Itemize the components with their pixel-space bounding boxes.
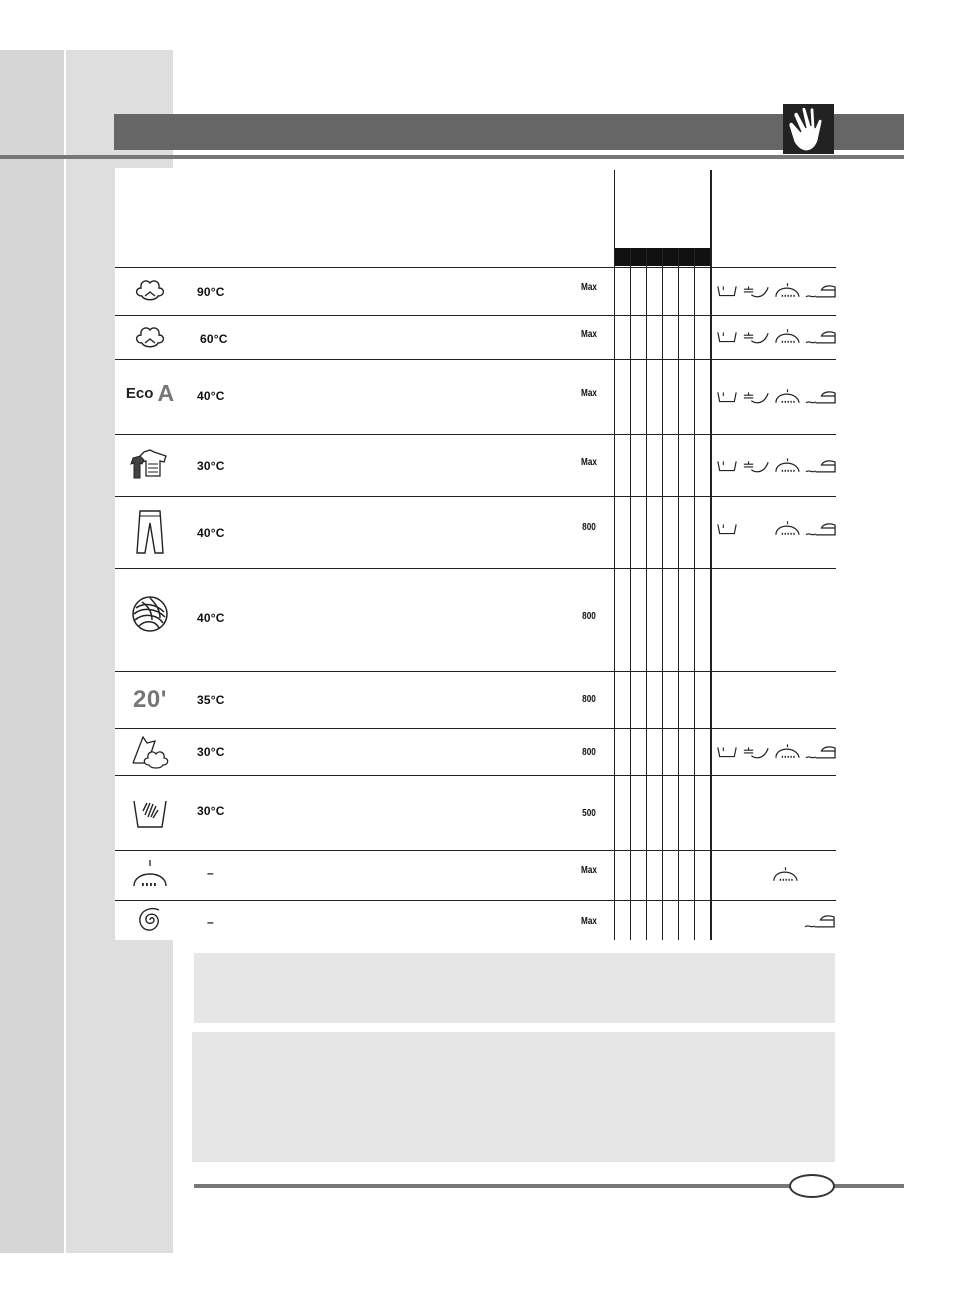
hand-wash-icon — [118, 793, 182, 833]
row-divider — [115, 267, 836, 268]
program-spin-speed: 800 — [582, 747, 596, 758]
eco-a-icon — [118, 376, 182, 410]
program-temperature: 60°C — [200, 332, 228, 346]
eco-letter: A — [157, 379, 175, 406]
page-number-oval — [789, 1174, 835, 1198]
header-rule — [0, 155, 904, 159]
program-temperature: – — [207, 915, 214, 929]
program-temperature: – — [207, 866, 214, 880]
row-divider — [115, 671, 836, 672]
table-divider — [678, 248, 679, 940]
program-temperature: 35°C — [197, 693, 225, 707]
delicate-cotton-icon — [118, 732, 182, 772]
table-divider — [646, 248, 647, 940]
program-spin-speed: 800 — [582, 611, 596, 622]
program-spin-speed: Max — [581, 388, 597, 399]
care-symbols — [772, 866, 802, 882]
spin-spiral-icon — [118, 903, 182, 937]
row-divider — [115, 775, 836, 776]
hand-icon — [783, 104, 834, 154]
eco-label: Eco — [125, 384, 154, 402]
program-temperature: 30°C — [197, 804, 225, 818]
note-panel — [192, 1032, 835, 1162]
table-divider — [662, 248, 663, 940]
row-divider — [115, 359, 836, 360]
row-divider — [115, 850, 836, 851]
cotton-icon — [118, 272, 182, 308]
care-symbols — [716, 388, 838, 404]
row-divider — [115, 568, 836, 569]
program-spin-speed: Max — [581, 282, 597, 293]
program-spin-speed: 800 — [582, 522, 596, 533]
program-spin-speed: Max — [581, 865, 597, 876]
quick-20-icon — [118, 684, 182, 716]
row-divider — [115, 315, 836, 316]
care-symbols — [716, 520, 838, 536]
row-divider — [115, 434, 836, 435]
program-temperature: 30°C — [197, 459, 225, 473]
program-temperature: 30°C — [197, 745, 225, 759]
left-margin-strip — [0, 50, 64, 1253]
note-panel — [194, 953, 835, 1023]
shower-dry-icon — [118, 855, 182, 895]
jeans-icon — [118, 508, 182, 556]
program-spin-speed: Max — [581, 329, 597, 340]
table-divider — [630, 248, 631, 940]
program-spin-speed: 800 — [582, 694, 596, 705]
care-symbols — [716, 457, 838, 473]
row-divider — [115, 728, 836, 729]
table-divider — [710, 170, 712, 940]
program-temperature: 40°C — [197, 526, 225, 540]
care-symbols — [803, 912, 837, 928]
row-divider — [115, 900, 836, 901]
row-divider — [115, 496, 836, 497]
program-spin-speed: Max — [581, 457, 597, 468]
table-divider — [694, 248, 695, 940]
program-spin-speed: Max — [581, 916, 597, 927]
care-symbols — [716, 743, 838, 759]
program-spin-speed: 500 — [582, 808, 596, 819]
program-temperature: 90°C — [197, 285, 225, 299]
program-temperature: 40°C — [197, 389, 225, 403]
quick-label: 20' — [133, 686, 167, 713]
care-symbols — [716, 282, 838, 298]
cotton-icon — [118, 320, 182, 354]
table-divider — [614, 170, 615, 940]
care-symbols — [716, 328, 838, 344]
wool-icon — [118, 592, 182, 636]
program-temperature: 40°C — [197, 611, 225, 625]
mixed-garments-icon — [118, 446, 182, 482]
